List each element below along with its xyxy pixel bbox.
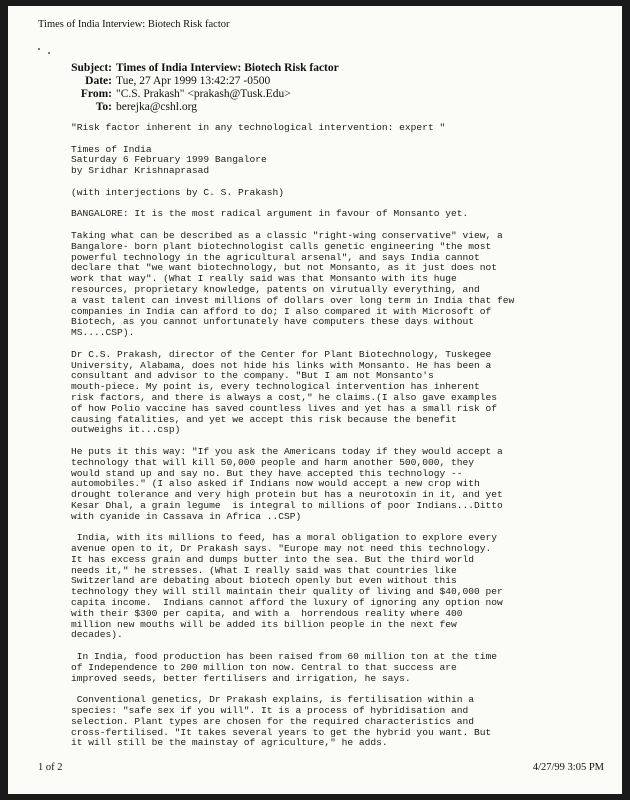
body-line: of how Polio vaccine has saved countless lives and yet has a small risk of xyxy=(71,402,498,414)
to-value: berejka@cshl.org xyxy=(116,101,197,113)
body-line: outweighs it...csp) xyxy=(71,424,181,436)
body-line: decades). xyxy=(71,629,123,641)
body-line: powerful technology in the agricultural arsenal", and says India cannot xyxy=(71,251,480,263)
body-line: declare that "we want biotechnology, but not Monsanto, as it just does not xyxy=(71,262,498,274)
body-line: drought tolerance and very high protein but has a neurotoxin in it, and yet xyxy=(71,489,503,501)
email-header xyxy=(8,62,622,122)
paragraph-gap xyxy=(71,134,581,145)
scan-mark xyxy=(48,52,50,54)
body-line: Saturday 6 February 1999 Bangalore xyxy=(71,154,267,166)
body-line: Times of India xyxy=(71,143,152,155)
body-line: species: "safe sex if you will". It is a process of hybridisation and xyxy=(71,705,469,717)
body-line: of Independence to 200 million ton now. Central to that success are xyxy=(71,661,457,673)
body-line: Kesar Dhal, a grain legume is integral to millions of poor Indians...Ditto xyxy=(71,499,503,511)
body-line: BANGALORE: It is the most radical argument in favour of Monsanto yet. xyxy=(71,208,469,220)
body-line: companies in India can afford to do; I also compared it with Microsoft of xyxy=(71,305,492,317)
to-label: To: xyxy=(95,101,112,113)
date-label: Date: xyxy=(85,75,112,87)
body-line: causing fatalities, and yet we accept this risk because the benefit xyxy=(71,413,457,425)
body-line: by Sridhar Krishnaprasad xyxy=(71,165,210,177)
body-line: consultant and advisor to the company. "But I am not Monsanto's xyxy=(71,370,434,382)
body-line: Conventional genetics, Dr Prakash explains, is fertilisation within a xyxy=(71,694,475,706)
body-line: capita income. Indians cannot afford the luxury of ignoring any option now xyxy=(71,597,503,609)
body-line: million new mouths will be added its billion people in the next few xyxy=(71,618,457,630)
body-line: with cyanide in Cassava in Africa ..CSP) xyxy=(71,510,302,522)
subject-value: Times of India Interview: Biotech Risk factor xyxy=(116,62,339,74)
body-line: "Risk factor inherent in any technological intervention: expert " xyxy=(71,122,446,133)
body-line: (with interjections by C. S. Prakash) xyxy=(71,186,285,198)
from-value: "C.S. Prakash" <prakash@Tusk.Edu> xyxy=(116,88,291,100)
body-line: Taking what can be described as a classic "right-wing conservative" view, a xyxy=(71,229,503,241)
body-line: avenue open to it, Dr Prakash says. "Europe may not need this technology. xyxy=(71,543,492,555)
body-line: Bangalore- born plant biotechnologist calls genetic engineering "the most xyxy=(71,240,492,252)
body-line: MS....CSP). xyxy=(71,327,135,339)
body-line: Dr C.S. Prakash, director of the Center for Plant Biotechnology, Tuskegee xyxy=(71,348,492,360)
body-line: automobiles." (I also asked if Indians now would accept a new crop with xyxy=(71,478,480,490)
document-page xyxy=(8,6,622,794)
body-line: with their $300 per capita, and with a horrendous reality where 400 xyxy=(71,607,463,619)
body-line: It has excess grain and dumps butter into the sea. But the third world xyxy=(71,553,475,565)
body-line: In India, food production has been raised from 60 million ton at the time xyxy=(71,651,498,663)
print-timestamp: 4/27/99 3:05 PM xyxy=(532,762,604,773)
body-line: technology that will kill 50,000 people and harm another 500,000, they xyxy=(71,456,475,468)
running-header: Times of India Interview: Biotech Risk factor xyxy=(38,19,230,30)
body-line: technology they will still maintain their quality of living and $40,000 per xyxy=(71,586,503,598)
body-line: selection. Plant types are chosen for the required characteristics and xyxy=(71,715,475,727)
body-line: it will still be the mainstay of agriculture," he adds. xyxy=(71,737,388,749)
page-number: 1 of 2 xyxy=(38,762,63,773)
body-line: University, Alabama, does not hide his links with Monsanto. He has been a xyxy=(71,359,492,371)
body-line: work that way". (What I really said was that Monsanto with its huge xyxy=(71,273,457,285)
body-line: He puts it this way: "If you ask the Americans today if they would accept a xyxy=(71,445,503,457)
message-body xyxy=(71,123,581,749)
scan-mark xyxy=(38,48,40,50)
body-line: would stand up and say no. But they have accepted this technology -- xyxy=(71,467,463,479)
body-line: mouth-piece. My point is, every technological intervention has inherent xyxy=(71,381,480,393)
body-line: a vast talent can invest millions of dollars over long term in India that few xyxy=(71,294,515,306)
date-value: Tue, 27 Apr 1999 13:42:27 -0500 xyxy=(116,75,271,87)
subject-label: Subject: xyxy=(71,62,112,74)
body-line: improved seeds, better fertilisers and irrigation, he says. xyxy=(71,672,411,684)
from-label: From: xyxy=(80,88,112,100)
body-line: India, with its millions to feed, has a moral obligation to explore every xyxy=(71,532,498,544)
body-line: risk factors, and there is always a cost," he claims.(I also gave examples xyxy=(71,391,498,403)
body-line: needs it," he stresses. (What I really said was that countries like xyxy=(71,564,457,576)
body-line: cross-fertilised. "It takes several years to get the hybrid you want. But xyxy=(71,726,492,738)
body-line: Biotech, as you cannot unfortunately have computers these days without xyxy=(71,316,475,328)
body-line: resources, proprietary knowledge, patents on virutually everything, and xyxy=(71,283,480,295)
body-line: Switzerland are debating about biotech openly but even without this xyxy=(71,575,457,587)
